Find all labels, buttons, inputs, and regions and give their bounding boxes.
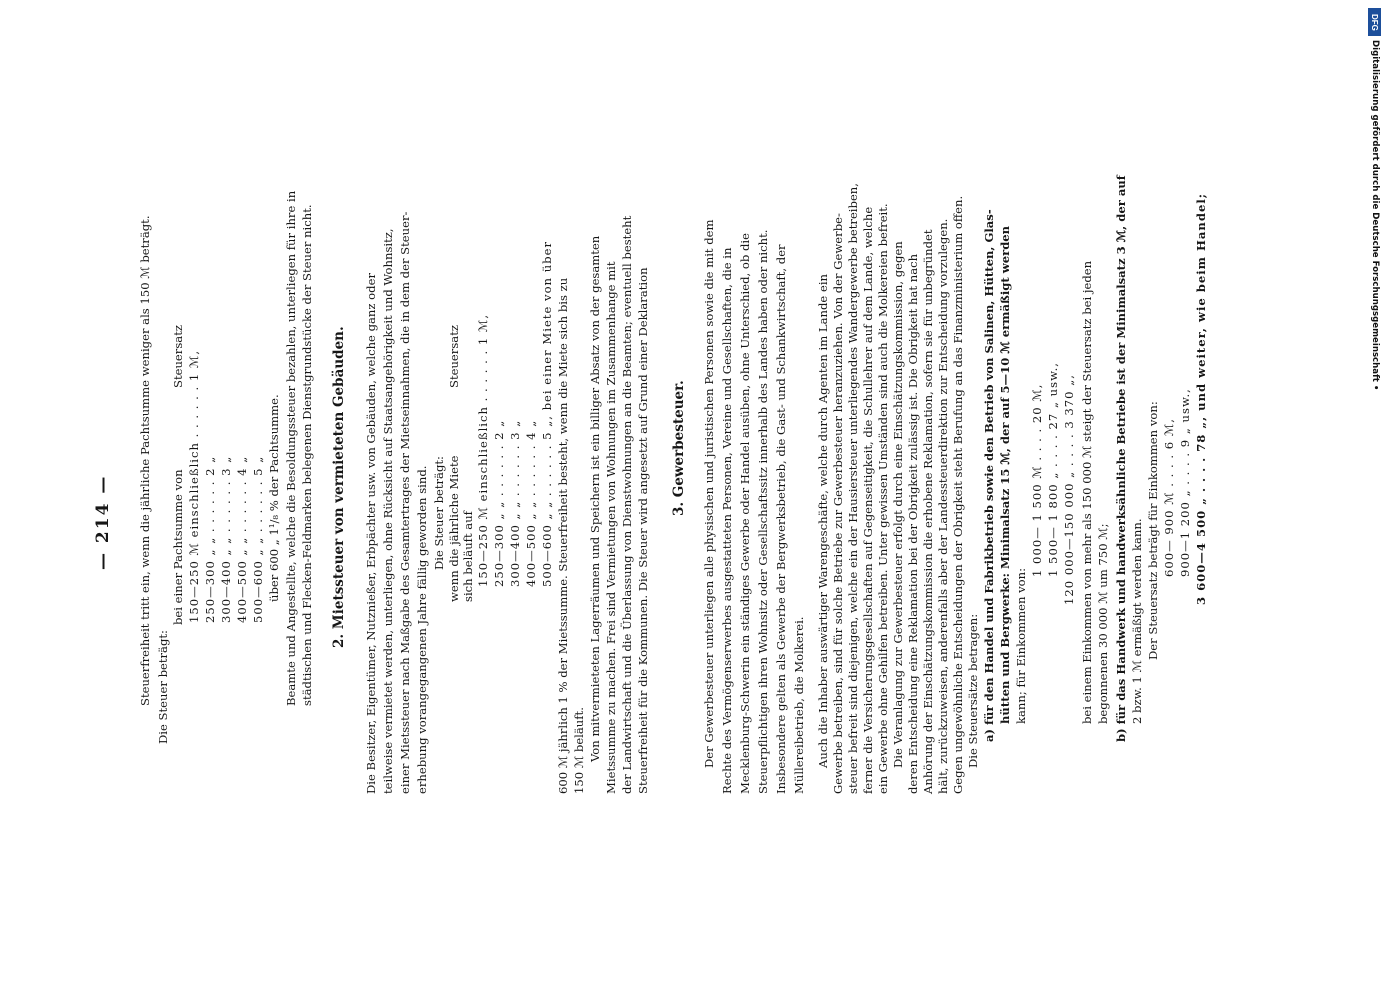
table-row: 250—300 „ „ . . . . . . 2 „	[203, 455, 217, 623]
text-line: b) für das Handwerk und handwerksähnliche Betriebe ist der Minimalsatz 3 ℳ, der auf	[1114, 175, 1128, 742]
text-line: 600 ℳ jährlich 1 % der Mietssumme. Steuerfreiheit besteht, wenn die Miete sich bis zu	[556, 277, 570, 794]
dfg-logo: DFG	[1368, 8, 1381, 36]
section-heading: 3. Gewerbesteuer.	[671, 380, 687, 516]
text-line: Der Gewerbesteuer unterliegen alle physischen und juristischen Personen sowie die mit dem	[702, 219, 716, 768]
text-line: Beamte und Angestellte, welche die Besoldungssteuer bezahlen, unterliegen für ihre in	[284, 190, 298, 706]
text-line: a) für den Handel und Fabrikbetrieb sowie den Betrieb von Salinen, Hütten, Glas-	[982, 209, 996, 742]
text-line: Die Besitzer, Eigentümer, Nutznießer, Erbpächter usw. von Gebäuden, welche ganz oder	[364, 273, 378, 794]
text-line: 2 bzw. 1 ℳ ermäßigt werden kann.	[1130, 518, 1144, 724]
text-line: deren Entscheidung eine Reklamation bei der Obrigkeit zulässig ist. Die Obrigkeit hat nach	[906, 253, 920, 794]
text-line: wenn die jährliche Miete	[447, 455, 461, 602]
table-row: 300—400 „ „ . . . . . . 3 „	[508, 419, 522, 587]
table-row: 250—300 „ „ . . . . . . 2 „	[492, 419, 506, 587]
text-line: Steuerfreiheit tritt ein, wenn die jährliche Pachtsumme weniger als 150 ℳ beträgt.	[138, 215, 152, 706]
text-line: ein Gewerbe ohne Gehilfen betreiben. Unter gewissen Umständen sind auch die Molkereien befreit.	[876, 203, 890, 794]
funding-note: Digitalisierung gefördert durch die Deutsche Forschungsgemeinschaft •	[1370, 40, 1380, 391]
text-line: 150 ℳ beläuft.	[572, 707, 586, 794]
text-line: Die Steuer beträgt:	[156, 630, 170, 744]
text-line: über 600 „ 1¹/₈ % der Pachtsumme.	[267, 394, 281, 602]
table-row: 1 500— 1 800 „ . . . . 27 „ usw.,	[1046, 362, 1060, 577]
text-line: hütten und Bergwerke: Minimalsatz 15 ℳ, der auf 5—10 ℳ ermäßigt werden	[998, 225, 1012, 724]
table-row: 300—400 „ „ . . . . . . 3 „	[219, 455, 233, 623]
table-row: 150—250 ℳ einschließlich . . . . . . 1 ℳ,	[476, 313, 490, 587]
text-line: Steuerpflichtigen ihren Wohnsitz oder Gesellschaftssitz innerhalb des Landes haben oder nicht.	[756, 229, 770, 794]
section-heading: 2. Mietssteuer von vermieteten Gebäuden.	[331, 326, 347, 648]
text-line: begonnenen 30 000 ℳ um 750 ℳ;	[1096, 523, 1110, 724]
table-row: 400—500 „ „ . . . . . . 4 „	[235, 455, 249, 623]
table-row: 150—250 ℳ einschließlich . . . . . . 1 ℳ,	[187, 349, 201, 623]
text-line: ferner die Versicherungsgesellschaften auf Gegenseitigkeit, die Schullehrer auf dem Lande, welche	[861, 206, 875, 794]
text-line: Die Steuer beträgt:	[432, 456, 446, 570]
text-line: Rechte des Vermögenserwerbes ausgestatteten Personen, Vereine und Gesellschaften, die in	[720, 247, 734, 794]
table-row: 400—500 „ „ . . . . . . 4 „	[524, 419, 538, 587]
table-row: 3 600—4 500 „ . . . . 78 „, und weiter, wie beim Handel;	[1194, 192, 1208, 605]
text-line: Steuerfreiheit für die Kommunen. Die Steuer wird angesetzt auf Grund einer Deklaration	[636, 267, 650, 794]
table-row: 600— 900 ℳ . . . . 6 ℳ,	[1162, 418, 1176, 577]
text-line: Müllereibetrieb, die Molkerei.	[792, 616, 806, 794]
text-line: bei einem Einkommen von mehr als 150 000 ℳ steigt der Steuersatz bei jeden	[1080, 260, 1094, 724]
text-line: kann; für Einkommen von:	[1014, 568, 1028, 724]
text-line: hält, zurückzuweisen, anderenfalls aber der Landessteuerdirektion zur Entscheidung vorzulegen.	[936, 218, 950, 794]
text-line: Gegen ungewöhnliche Entscheidungen der Obrigkeit steht Berufung an das Finanzministerium offen.	[951, 195, 965, 794]
text-line: Gewerbe betreiben, sind für solche Betriebe zur Gewerbesteuer heranzuziehen. Von der Gewerbe-	[831, 213, 845, 794]
text-line: teilweise vermietet werden, unterliegen, ohne Rücksicht auf Staatsangehörigkeit und Wohnsitz,	[381, 228, 395, 794]
text-line: einer Mietssteuer nach Maßgabe des Gesamtertrages der Mietseinnahmen, die in dem der Steuer-	[398, 211, 412, 794]
text-line: Anhörung der Einschätzungskommission die erhobene Reklamation, sofern sie für unbegründet	[921, 229, 935, 794]
text-line: erhebung vorangegangenen Jahre fällig geworden sind.	[415, 465, 429, 794]
text-line: der Landwirtschaft und die Überlassung von Dienstwohnungen an die Beamten; eventuell besteht	[620, 215, 634, 794]
table-row: 500—600 „ „ . . . . . . 5 „	[251, 455, 265, 623]
table-row: 120 000—150 000 „ . . . . 3 370 „,	[1062, 374, 1076, 605]
table-row: 1 000— 1 500 ℳ . . . . 20 ℳ,	[1030, 383, 1044, 577]
text-line: Steuersatz	[447, 325, 461, 388]
text-line: Insbesondere gelten als Gewerbe der Bergwerksbetrieb, die Gast- und Schankwirtschaft, der	[774, 244, 788, 794]
table-row: 500—600 „ „ . . . . . . 5 „, bei einer Miete von über	[540, 240, 554, 587]
text-line: Mietssumme zu machen. Frei sind Vermietungen von Wohnungen im Zusammenhange mit	[604, 261, 618, 794]
text-line: Auch die Inhaber auswärtiger Warengeschäfte, welche durch Agenten im Lande ein	[816, 274, 830, 768]
text-line: Von mitvermieteten Lagerräumen und Speichern ist ein billiger Absatz von der gesamten	[588, 235, 602, 762]
text-line: Mecklenburg-Schwerin ein ständiges Gewerbe oder Handel ausüben, ohne Unterschied, ob die	[738, 232, 752, 794]
text-line: Die Veranlagung zur Gewerbesteuer erfolgt durch eine Einschätzungskommission, gegen	[891, 241, 905, 768]
text-line: steuer befreit sind diejenigen, welche ein der Hausiersteuer unterliegendes Wandergewerbe betreiben,	[846, 183, 860, 794]
text-line: Der Steuersatz beträgt für Einkommen von:	[1146, 401, 1160, 660]
text-line: städtischen und Flecken-Feldmarken belegenen Dienstgrundstücke der Steuer nicht.	[300, 204, 314, 706]
text-line: bei einer Pachtsumme von	[171, 469, 185, 625]
text-line: sich beläuft auf	[461, 511, 475, 602]
table-row: 900—1 200 „ . . . . 9 „ usw.,	[1178, 388, 1192, 577]
text-line: Steuersatz	[171, 325, 185, 388]
page-number: — 214 —	[93, 474, 113, 570]
text-line: Die Steuersätze betragen:	[966, 613, 980, 768]
